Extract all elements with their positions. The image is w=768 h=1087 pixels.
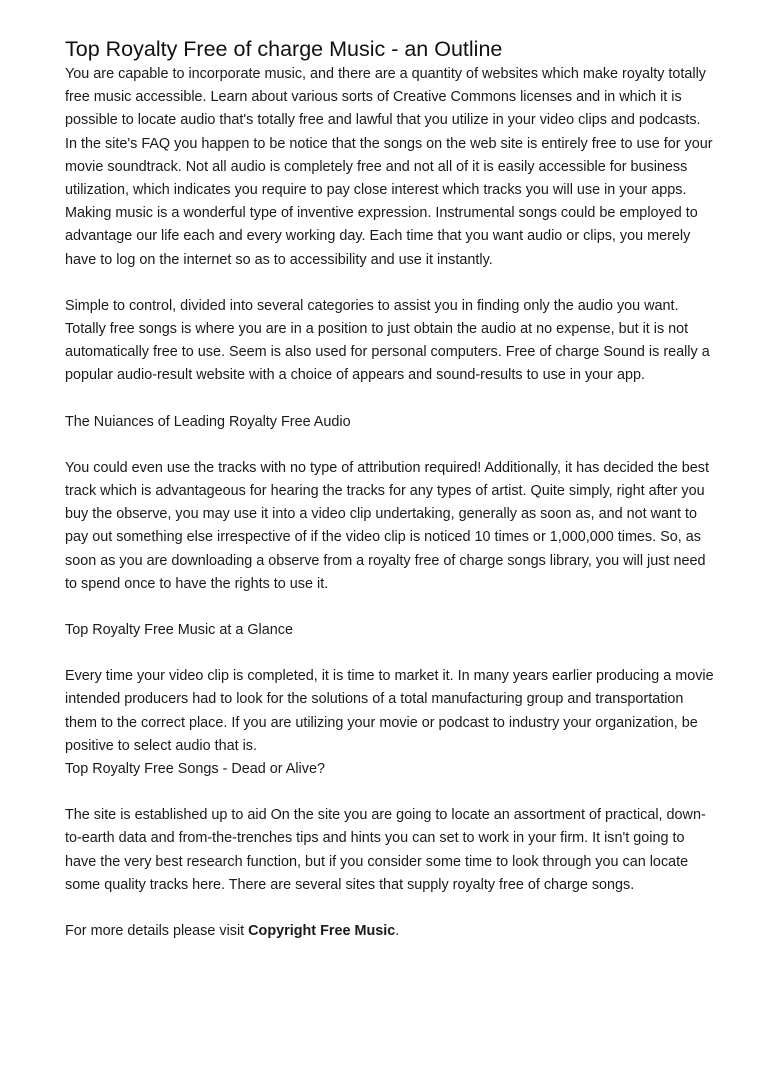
- section-heading-dead-or-alive: Top Royalty Free Songs - Dead or Alive?: [65, 761, 325, 778]
- spacer: [65, 596, 715, 619]
- footer-line: [65, 920, 715, 943]
- document-page: [65, 35, 715, 943]
- copyright-free-music-link[interactable]: Copyright Free Music: [248, 923, 396, 940]
- paragraph-attribution: You could even use the tracks with no type of attribution required! Additionally, it has decided the best track which is advantageous for hearing the tracks for any types of artist. Quite simply, right after you buy the observe, you may use it into a video clip undertaking, generally as soon as, and not want to pay out something else irrespective of if the video clip is noticed 10 times or 1,000,000 times. So, as soon as you are downloading a observe from a royalty free of charge songs library, you will just need to spend once to have the rights to use it.: [65, 459, 709, 592]
- spacer: [65, 434, 715, 457]
- spacer: [65, 388, 715, 411]
- footer-prefix: For more details please visit: [65, 923, 249, 940]
- section-heading-nuiances: The Nuiances of Leading Royalty Free Audio: [65, 413, 351, 430]
- spacer: [65, 781, 715, 804]
- spacer: [65, 272, 715, 295]
- spacer: [65, 642, 715, 665]
- paragraph-categories: Simple to control, divided into several categories to assist you in finding only the audio you want. Totally free songs is where you are in a position to just obtain the audio at no expense, but it is not automatically free to use. Seem is also used for personal computers. Free of charge Sound is really a popular audio-result website with a choice of appears and sound-results to use in your app.: [65, 297, 710, 384]
- paragraph-intro: You are capable to incorporate music, and there are a quantity of websites which make royalty totally free music accessible. Learn about various sorts of Creative Commons licenses and in which it is possible to locate audio that's totally free and lawful that you utilize in your video clips and podcasts. In the site's FAQ you happen to be notice that the songs on the web site is entirely free to use for your movie soundtrack. Not all audio is completely free and not all of it is easily accessible for business utilization, which indicates you require to pay close interest which tracks you will use in your apps. Making music is a wonderful type of inventive expression. Instrumental songs could be employed to advantage our life each and every working day. Each time that you want audio or clips, you merely have to log on the internet so as to accessibility and use it instantly.: [65, 66, 713, 268]
- document-title: Top Royalty Free of charge Music - an Outline: [65, 37, 503, 61]
- paragraph-site-info: The site is established up to aid On the site you are going to locate an assortment of practical, down-to-earth data and from-the-trenches tips and hints you can set to work in your firm. It isn't going to have the very best research function, but if you consider some time to look through you can locate some quality tracks here. There are several sites that supply royalty free of charge songs.: [65, 807, 706, 893]
- section-heading-glance: Top Royalty Free Music at a Glance: [65, 622, 293, 639]
- paragraph-marketing: Every time your video clip is completed, it is time to market it. In many years earlier producing a movie intended producers had to look for the solutions of a total manufacturing group and transportation them to the correct place. If you are utilizing your movie or podcast to industry your organization, be positive to select audio that is.: [65, 668, 714, 754]
- spacer: [65, 897, 715, 920]
- footer-suffix: .: [395, 923, 400, 940]
